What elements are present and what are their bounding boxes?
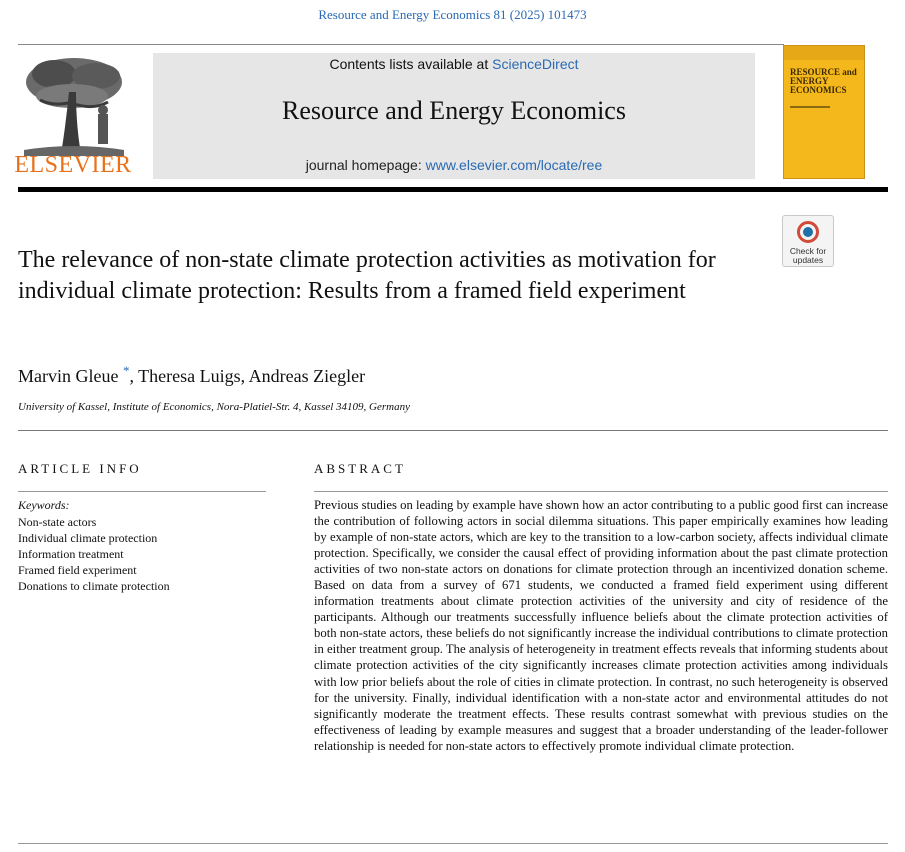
abstract-text: Previous studies on leading by example have shown how an actor contributing to a public good first can increase the contribution of following actors in social dilemma situations. This paper empirically examines how leading by example of non-state actors, which are key to the transition to a low-carbon society, affects individual climate protection. Specifically, we consider the causal effect of providing information about the past climate protection activities of two non-state actors on donations for climate protection through an incentivized donation scheme. Based on data from a survey of 671 students, we conducted a framed field experiment using different information treatments about climate protection activities of the university and city of residence of the participants. Although our treatments successfully influence beliefs about the climate protection activities of both non-state actors, these beliefs do not significantly increase the individual contributions to climate protection in either treatment group. The analysis of heterogeneity in treatment effects reveals that informing students about climate protection activities of the city significantly increases climate protection activities among individuals with low prior beliefs about the role of cities in climate protection. In contrast, no such heterogeneity is observed for the university. Finally, individual identification with a non-state actor and environmental attitudes do not significantly moderate the treatment effects. These results contrast somewhat with previous studies on the effectiveness of leading by example measures and suggest that a broader understanding of the leader-follower relationship is needed for non-state actors to effectively promote individual climate protection.	[314, 498, 888, 753]
keyword-item: Information treatment	[18, 547, 124, 561]
elsevier-wordmark: ELSEVIER	[14, 152, 132, 178]
journal-title: Resource and Energy Economics	[282, 96, 626, 125]
keyword-item: Donations to climate protection	[18, 579, 170, 593]
journal-citation[interactable]: Resource and Energy Economics 81 (2025) 101473	[318, 7, 587, 22]
contents-line	[153, 56, 755, 72]
contents-prefix: Contents lists available at	[329, 56, 493, 72]
keyword-item: Non-state actors	[18, 515, 97, 529]
cover-title: RESOURCE and ENERGY ECONOMICS	[790, 67, 857, 95]
corresponding-author-mark[interactable]: *	[122, 363, 130, 378]
article-info-heading: ARTICLE INFO	[18, 461, 142, 476]
author-link[interactable]: Theresa Luigs	[138, 366, 241, 386]
keywords-label: Keywords:	[18, 498, 70, 512]
author-list: Marvin Gleue *, Theresa Luigs, Andreas Ziegler	[18, 363, 366, 386]
elsevier-tree-icon	[14, 52, 132, 160]
journal-homepage-line	[153, 157, 755, 173]
article-title: The relevance of non-state climate protection activities as motivation for individual climate protection: Results from a framed field experiment	[18, 247, 716, 304]
bottom-divider	[18, 843, 888, 844]
cover-rule	[790, 106, 830, 108]
affiliation: University of Kassel, Institute of Economics, Nora-Platiel-Str. 4, Kassel 34109, Germany	[18, 401, 410, 413]
top-divider	[18, 44, 784, 45]
cover-top-strip	[784, 46, 864, 60]
homepage-link[interactable]: www.elsevier.com/locate/ree	[425, 157, 603, 173]
header-thick-divider	[18, 187, 888, 192]
section-divider	[18, 430, 888, 431]
keyword-item: Framed field experiment	[18, 563, 137, 577]
check-updates-icon	[797, 221, 819, 243]
journal-cover-thumbnail[interactable]	[783, 45, 865, 179]
keywords-list	[18, 514, 170, 594]
check-for-updates-button[interactable]	[782, 215, 834, 267]
abstract-divider	[314, 491, 888, 492]
check-updates-label: Check for updates	[789, 246, 827, 265]
abstract-heading: ABSTRACT	[314, 461, 406, 476]
keyword-item: Individual climate protection	[18, 531, 158, 545]
author-link[interactable]: Marvin Gleue	[18, 366, 119, 386]
author-link[interactable]: Andreas Ziegler	[248, 366, 366, 386]
article-info-divider	[18, 491, 266, 492]
homepage-prefix: journal homepage:	[305, 157, 426, 173]
sciencedirect-link[interactable]: ScienceDirect	[492, 56, 579, 72]
